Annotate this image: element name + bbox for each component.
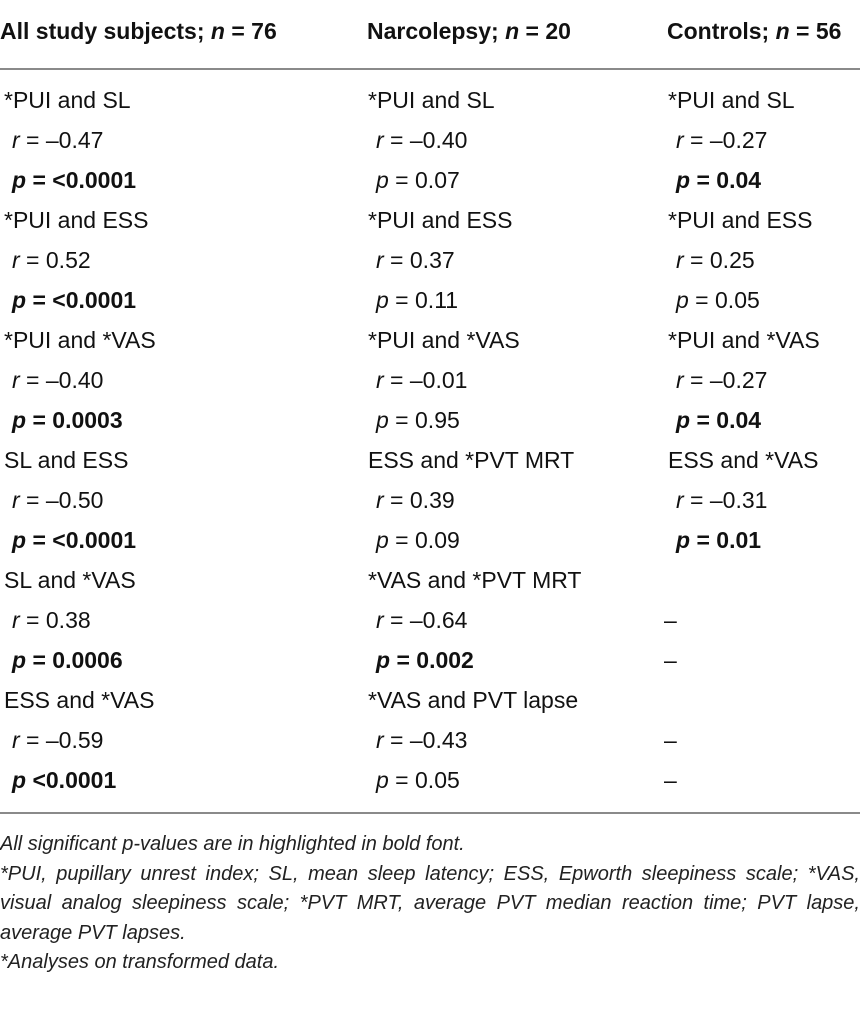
r-value	[12, 480, 103, 520]
r-value	[376, 360, 467, 400]
p-value	[676, 400, 761, 440]
equals-sign: =	[383, 367, 410, 393]
r-value-text: –0.31	[709, 487, 768, 513]
header-n: n	[775, 18, 790, 44]
r-symbol: r	[376, 367, 384, 393]
p-value	[376, 520, 460, 560]
r-value	[676, 240, 755, 280]
p-value	[676, 160, 761, 200]
r-symbol: r	[376, 487, 384, 513]
equals-sign: =	[683, 367, 710, 393]
p-symbol: p	[376, 527, 389, 553]
pair-label	[368, 80, 495, 120]
pair-label-text: *PUI and SL	[668, 87, 795, 113]
equals-sign: =	[19, 127, 46, 153]
r-value	[12, 360, 103, 400]
pair-label	[368, 440, 574, 480]
table-footnotes	[0, 830, 860, 978]
p-value	[376, 640, 474, 680]
p-value-text: = 0.0003	[26, 407, 123, 433]
r-value	[376, 720, 467, 760]
header-label: Narcolepsy;	[367, 18, 506, 44]
p-symbol: p	[676, 167, 691, 193]
p-symbol: p	[376, 287, 389, 313]
pair-label	[4, 440, 128, 480]
pair-label-text: *PUI and ESS	[4, 207, 149, 233]
r-symbol: r	[676, 367, 684, 393]
p-symbol: p	[12, 167, 27, 193]
r-value	[676, 480, 767, 520]
pair-label-text: *PUI and SL	[368, 87, 495, 113]
p-value-text: = 0.09	[388, 527, 460, 553]
header-label: All study subjects;	[0, 18, 211, 44]
r-value-text: –0.27	[709, 367, 768, 393]
equals-sign: =	[383, 727, 410, 753]
p-symbol: p	[12, 647, 27, 673]
equals-sign: =	[19, 367, 46, 393]
pair-label	[4, 80, 131, 120]
r-value-text: –0.47	[45, 127, 104, 153]
pair-label	[4, 680, 154, 720]
p-value-text: = <0.0001	[26, 287, 137, 313]
header-all-subjects	[0, 18, 277, 45]
p-value-text: = 0.04	[690, 167, 762, 193]
empty-dash	[664, 760, 677, 800]
r-value	[12, 120, 103, 160]
r-value	[376, 120, 467, 160]
pair-label-text: *PUI and *VAS	[4, 327, 156, 353]
p-symbol: p	[676, 287, 689, 313]
equals-sign: =	[683, 127, 710, 153]
p-symbol: p	[376, 647, 391, 673]
p-value	[12, 280, 136, 320]
header-narcolepsy	[367, 18, 571, 45]
r-symbol: r	[376, 607, 384, 633]
header-count: 56	[815, 18, 842, 44]
r-value	[12, 720, 103, 760]
pair-label	[4, 560, 136, 600]
header-n: n	[210, 18, 225, 44]
pair-label	[368, 200, 512, 240]
equals-sign: =	[19, 247, 46, 273]
pair-label-text: *VAS and PVT lapse	[368, 687, 579, 713]
r-value	[376, 240, 455, 280]
r-symbol: r	[12, 247, 20, 273]
p-symbol: p	[676, 527, 691, 553]
r-value-text: –0.64	[409, 607, 468, 633]
r-symbol: r	[12, 367, 20, 393]
pair-label	[668, 80, 795, 120]
r-value-text: –0.43	[409, 727, 468, 753]
p-value-text: = 0.07	[388, 167, 460, 193]
equals-sign: =	[19, 607, 46, 633]
p-symbol: p	[12, 407, 27, 433]
r-value-text: –0.27	[709, 127, 768, 153]
pair-label-text: *PUI and ESS	[368, 207, 513, 233]
p-value-text: = 0.002	[390, 647, 474, 673]
footer-rule	[0, 812, 860, 814]
r-symbol: r	[376, 727, 384, 753]
equals-sign: =	[683, 487, 710, 513]
p-value-text: = 0.11	[388, 287, 459, 313]
header-eq: =	[224, 18, 252, 44]
p-value-text: = 0.04	[690, 407, 762, 433]
header-eq: =	[519, 18, 546, 44]
p-symbol: p	[376, 407, 389, 433]
dash-text: –	[664, 647, 677, 673]
equals-sign: =	[383, 127, 410, 153]
pair-label	[668, 440, 818, 480]
footnote-abbreviations: *PUI, pupillary unrest index; SL, mean sleep latency; ESS, Epworth sleepiness scale; *VAS, visual analog sleepiness scale; *PVT MRT, average PVT median reaction time; PVT lapse, average PVT lapses.	[0, 862, 860, 944]
pair-label	[4, 320, 156, 360]
table-header	[0, 0, 860, 68]
pair-label	[368, 560, 581, 600]
r-value-text: 0.25	[709, 247, 755, 273]
r-value	[676, 360, 767, 400]
r-symbol: r	[676, 247, 684, 273]
pair-label-text: SL and *VAS	[4, 567, 136, 593]
r-value-text: –0.59	[45, 727, 104, 753]
r-symbol: r	[676, 127, 684, 153]
equals-sign: =	[383, 487, 410, 513]
p-symbol: p	[12, 767, 27, 793]
p-value	[676, 280, 760, 320]
pair-label-text: *VAS and *PVT MRT	[368, 567, 582, 593]
r-value	[12, 600, 91, 640]
p-value-text: = 0.95	[388, 407, 460, 433]
p-value	[12, 400, 123, 440]
header-label: Controls;	[667, 18, 776, 44]
header-rule	[0, 68, 860, 70]
pair-label-text: ESS and *VAS	[668, 447, 819, 473]
r-value	[12, 240, 91, 280]
r-value-text: 0.39	[409, 487, 455, 513]
r-value-text: –0.40	[409, 127, 468, 153]
p-value-text: = 0.0006	[26, 647, 123, 673]
r-value-text: –0.01	[409, 367, 468, 393]
pair-label	[4, 200, 148, 240]
dash-text: –	[664, 727, 677, 753]
pair-label-text: ESS and *VAS	[4, 687, 155, 713]
r-symbol: r	[376, 247, 384, 273]
r-symbol: r	[12, 727, 20, 753]
r-symbol: r	[676, 487, 684, 513]
pair-label	[368, 680, 578, 720]
equals-sign: =	[19, 487, 46, 513]
equals-sign: =	[19, 727, 46, 753]
header-count: 76	[251, 18, 277, 44]
pair-label	[668, 320, 820, 360]
dash-text: –	[664, 767, 677, 793]
r-value-text: –0.50	[45, 487, 104, 513]
pair-label-text: *PUI and *VAS	[368, 327, 520, 353]
pair-label-text: ESS and *PVT MRT	[368, 447, 575, 473]
p-symbol: p	[12, 287, 27, 313]
dash-text: –	[664, 607, 677, 633]
footnote-transformed: *Analyses on transformed data.	[0, 951, 280, 973]
p-value-text: <0.0001	[26, 767, 117, 793]
p-symbol: p	[676, 407, 691, 433]
header-n: n	[505, 18, 520, 44]
p-value	[12, 520, 136, 560]
r-symbol: r	[12, 607, 20, 633]
p-symbol: p	[376, 767, 389, 793]
p-value-text: = 0.05	[688, 287, 760, 313]
r-symbol: r	[376, 127, 384, 153]
r-value-text: –0.40	[45, 367, 104, 393]
p-value-text: = 0.01	[690, 527, 762, 553]
p-value-text: = <0.0001	[26, 167, 137, 193]
p-value	[12, 760, 116, 800]
header-count: 20	[545, 18, 571, 44]
p-value	[376, 280, 458, 320]
pair-label	[668, 200, 812, 240]
r-value-text: 0.37	[409, 247, 455, 273]
footnote-significance: All significant p-values are in highlighted in bold font.	[0, 833, 465, 855]
pair-label-text: *PUI and ESS	[668, 207, 813, 233]
p-value	[12, 160, 136, 200]
p-value-text: = 0.05	[388, 767, 460, 793]
pair-label	[368, 320, 520, 360]
pair-label-text: SL and ESS	[4, 447, 129, 473]
empty-dash	[664, 600, 677, 640]
r-symbol: r	[12, 487, 20, 513]
empty-dash	[664, 640, 677, 680]
header-eq: =	[789, 18, 816, 44]
p-value-text: = <0.0001	[26, 527, 137, 553]
equals-sign: =	[683, 247, 710, 273]
r-value	[376, 480, 455, 520]
r-value-text: 0.38	[45, 607, 91, 633]
p-value	[676, 520, 761, 560]
p-value	[376, 160, 460, 200]
pair-label-text: *PUI and *VAS	[668, 327, 820, 353]
r-value	[676, 120, 767, 160]
header-controls	[667, 18, 841, 45]
p-symbol: p	[376, 167, 389, 193]
p-symbol: p	[12, 527, 27, 553]
p-value	[12, 640, 123, 680]
empty-dash	[664, 720, 677, 760]
r-value-text: 0.52	[45, 247, 91, 273]
pair-label-text: *PUI and SL	[4, 87, 131, 113]
equals-sign: =	[383, 247, 410, 273]
p-value	[376, 760, 460, 800]
r-value	[376, 600, 467, 640]
p-value	[376, 400, 460, 440]
r-symbol: r	[12, 127, 20, 153]
equals-sign: =	[383, 607, 410, 633]
